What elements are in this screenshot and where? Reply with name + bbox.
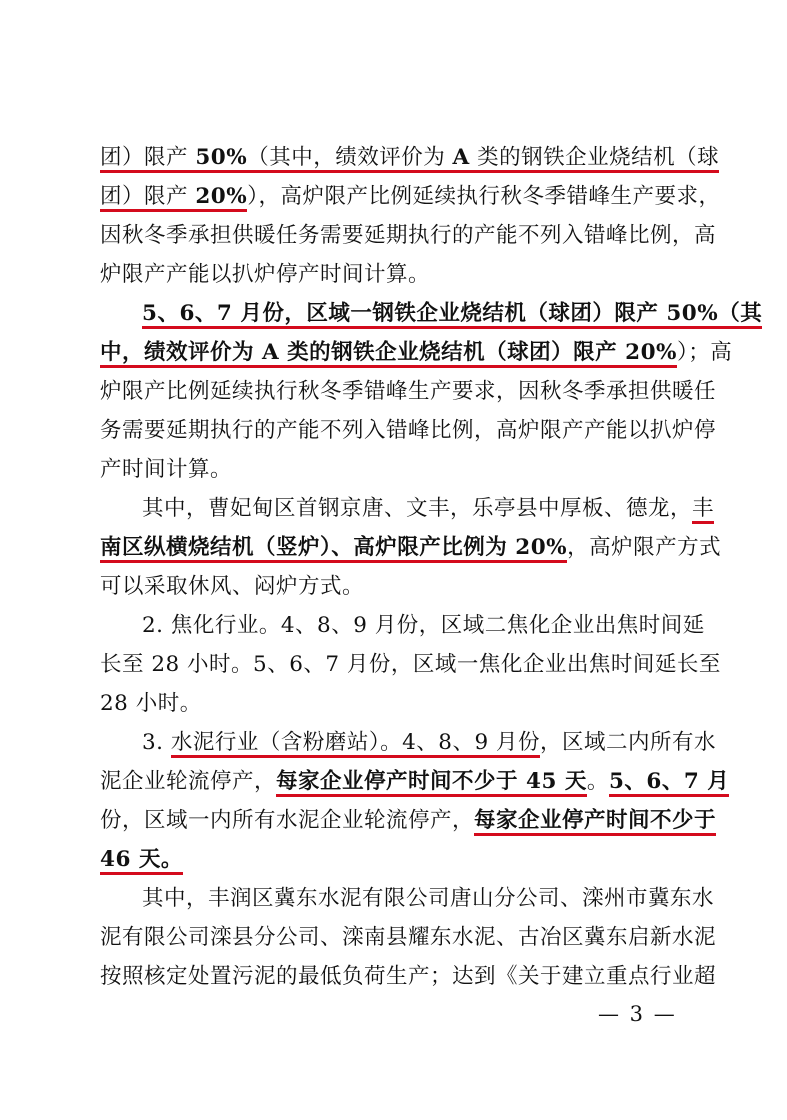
text-line bbox=[100, 684, 690, 724]
text-line bbox=[100, 879, 715, 919]
text-line bbox=[100, 138, 720, 178]
text-line bbox=[100, 918, 717, 958]
text-line bbox=[100, 762, 730, 802]
text-segment: 因秋冬季承担供暖任务需要延期执行的产能不列入错峰比例，高 bbox=[100, 223, 717, 248]
text-segment: ）；高 bbox=[677, 340, 733, 365]
text-segment: 2. 焦化行业。4、8、9 月份，区域二焦化企业出焦时间延 bbox=[142, 613, 705, 638]
text-line bbox=[100, 957, 717, 997]
text-segment: 46 天。 bbox=[100, 847, 183, 875]
text-line bbox=[100, 216, 717, 256]
text-segment: 28 小时。 bbox=[100, 691, 202, 716]
text-segment: 份，区域一内所有水泥企业轮流停产， bbox=[100, 808, 475, 833]
text-line bbox=[100, 372, 717, 412]
text-line bbox=[100, 255, 690, 295]
text-segment: ，区域二内所有水 bbox=[539, 730, 716, 755]
text-segment: （其中，绩效评价为 bbox=[247, 145, 453, 170]
text-segment: 20% bbox=[195, 184, 248, 209]
text-segment: 可以采取休风、闷炉方式。 bbox=[100, 574, 365, 599]
text-segment: 每家企业停产时间不少于 45 天 bbox=[276, 769, 587, 797]
text-line bbox=[100, 528, 722, 568]
text-line bbox=[100, 294, 763, 334]
text-segment: A bbox=[452, 145, 470, 170]
underlined-text bbox=[100, 184, 247, 212]
text-line bbox=[100, 489, 715, 529]
text-segment: 丰 bbox=[692, 496, 714, 524]
text-segment: ），高炉限产比例延续执行秋冬季错峰生产要求， bbox=[247, 184, 721, 209]
text-line bbox=[100, 567, 690, 607]
text-segment: 5、6、7 月 bbox=[609, 769, 729, 797]
text-line bbox=[100, 645, 721, 685]
text-line bbox=[100, 801, 717, 841]
text-segment: 务需要延期执行的产能不列入错峰比例，高炉限产产能以扒炉停 bbox=[100, 418, 717, 443]
text-segment: 类的钢铁企业烧结机（球 bbox=[469, 145, 720, 170]
text-segment: 炉限产比例延续执行秋冬季错峰生产要求，因秋冬季承担供暖任 bbox=[100, 379, 717, 404]
text-line bbox=[100, 723, 716, 763]
text-segment: ，高炉限产方式 bbox=[567, 535, 722, 560]
text-segment: 南区纵横烧结机（竖炉）、高炉限产比例为 20% bbox=[100, 535, 567, 563]
text-segment: 中，绩效评价为 A 类的钢铁企业烧结机（球团）限产 20% bbox=[100, 340, 677, 368]
text-segment: 3. bbox=[142, 730, 171, 755]
text-segment: 其中，丰润区冀东水泥有限公司唐山分公司、滦州市冀东水 bbox=[142, 886, 715, 911]
text-segment: 团）限产 bbox=[100, 184, 196, 209]
text-line bbox=[100, 177, 721, 217]
text-segment: 团）限产 bbox=[100, 145, 196, 170]
text-segment: 泥有限公司滦县分公司、滦南县耀东水泥、古冶区冀东启新水泥 bbox=[100, 925, 717, 950]
text-segment: 其中，曹妃甸区首钢京唐、文丰，乐亭县中厚板、德龙， bbox=[142, 496, 693, 521]
underlined-text bbox=[100, 145, 719, 173]
text-line bbox=[100, 840, 690, 880]
page-number: — 3 — bbox=[598, 1002, 677, 1026]
text-segment: 按照核定处置污泥的最低负荷生产；达到《关于建立重点行业超 bbox=[100, 964, 717, 989]
text-line bbox=[100, 606, 705, 646]
text-segment: 每家企业停产时间不少于 bbox=[474, 808, 716, 836]
text-segment: 5、6、7 月份，区域一钢铁企业烧结机（球团）限产 50%（其 bbox=[142, 301, 762, 329]
text-line bbox=[100, 450, 690, 490]
text-segment: 泥企业轮流停产， bbox=[100, 769, 277, 794]
text-line bbox=[100, 333, 733, 373]
text-segment: 产时间计算。 bbox=[100, 457, 233, 482]
text-segment: 50% bbox=[195, 145, 248, 170]
text-segment: 炉限产产能以扒炉停产时间计算。 bbox=[100, 262, 431, 287]
text-segment: 水泥行业（含粉磨站）。4、8、9 月份 bbox=[171, 730, 540, 758]
text-segment: 。 bbox=[586, 769, 609, 794]
text-line bbox=[100, 411, 717, 451]
text-segment: 长至 28 小时。5、6、7 月份，区域一焦化企业出焦时间延长至 bbox=[100, 652, 721, 677]
